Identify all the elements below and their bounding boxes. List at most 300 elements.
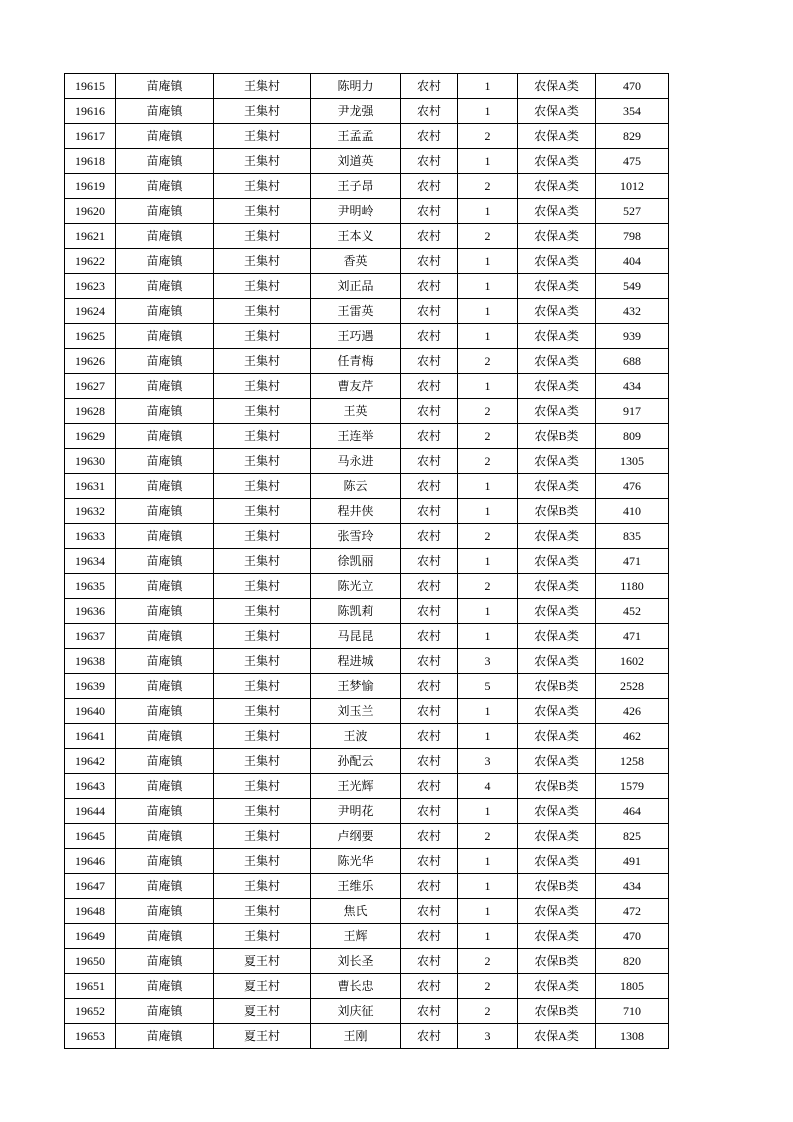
cell-residence-type: 农村 [401, 124, 458, 149]
cell-residence-type: 农村 [401, 624, 458, 649]
cell-town: 苗庵镇 [116, 474, 214, 499]
cell-town: 苗庵镇 [116, 949, 214, 974]
cell-amount: 1579 [596, 774, 669, 799]
cell-person-name: 王连举 [311, 424, 401, 449]
table-row [65, 274, 669, 299]
cell-town: 苗庵镇 [116, 449, 214, 474]
cell-residence-type: 农村 [401, 599, 458, 624]
table-row [65, 299, 669, 324]
cell-town: 苗庵镇 [116, 724, 214, 749]
cell-residence-type: 农村 [401, 99, 458, 124]
cell-residence-type: 农村 [401, 474, 458, 499]
cell-amount: 1308 [596, 1024, 669, 1049]
cell-person-name: 张雪玲 [311, 524, 401, 549]
cell-amount: 835 [596, 524, 669, 549]
cell-amount: 410 [596, 499, 669, 524]
cell-amount: 354 [596, 99, 669, 124]
cell-village: 王集村 [214, 899, 311, 924]
table-row [65, 99, 669, 124]
cell-household-count: 1 [458, 74, 518, 99]
cell-residence-type: 农村 [401, 974, 458, 999]
cell-insurance-category: 农保A类 [518, 899, 596, 924]
table-row [65, 949, 669, 974]
table-row [65, 424, 669, 449]
cell-person-name: 程进城 [311, 649, 401, 674]
cell-record-id: 19622 [65, 249, 116, 274]
cell-village: 王集村 [214, 649, 311, 674]
cell-amount: 472 [596, 899, 669, 924]
cell-residence-type: 农村 [401, 499, 458, 524]
cell-town: 苗庵镇 [116, 649, 214, 674]
cell-amount: 1305 [596, 449, 669, 474]
cell-insurance-category: 农保A类 [518, 849, 596, 874]
cell-record-id: 19640 [65, 699, 116, 724]
cell-record-id: 19623 [65, 274, 116, 299]
cell-record-id: 19624 [65, 299, 116, 324]
cell-residence-type: 农村 [401, 199, 458, 224]
cell-amount: 432 [596, 299, 669, 324]
cell-insurance-category: 农保A类 [518, 799, 596, 824]
cell-record-id: 19649 [65, 924, 116, 949]
cell-household-count: 2 [458, 349, 518, 374]
table-row [65, 399, 669, 424]
table-row [65, 549, 669, 574]
cell-person-name: 王孟孟 [311, 124, 401, 149]
cell-amount: 434 [596, 874, 669, 899]
cell-amount: 939 [596, 324, 669, 349]
cell-record-id: 19652 [65, 999, 116, 1024]
cell-residence-type: 农村 [401, 774, 458, 799]
cell-residence-type: 农村 [401, 549, 458, 574]
table-row [65, 174, 669, 199]
cell-town: 苗庵镇 [116, 524, 214, 549]
cell-village: 王集村 [214, 474, 311, 499]
cell-village: 王集村 [214, 449, 311, 474]
cell-insurance-category: 农保A类 [518, 974, 596, 999]
cell-insurance-category: 农保A类 [518, 374, 596, 399]
cell-village: 王集村 [214, 74, 311, 99]
cell-amount: 1012 [596, 174, 669, 199]
cell-person-name: 任青梅 [311, 349, 401, 374]
cell-insurance-category: 农保B类 [518, 499, 596, 524]
cell-household-count: 1 [458, 324, 518, 349]
cell-household-count: 1 [458, 699, 518, 724]
cell-person-name: 刘玉兰 [311, 699, 401, 724]
cell-person-name: 王波 [311, 724, 401, 749]
cell-residence-type: 农村 [401, 274, 458, 299]
cell-household-count: 1 [458, 549, 518, 574]
cell-record-id: 19627 [65, 374, 116, 399]
cell-residence-type: 农村 [401, 849, 458, 874]
cell-village: 夏王村 [214, 1024, 311, 1049]
cell-person-name: 孙配云 [311, 749, 401, 774]
cell-household-count: 2 [458, 974, 518, 999]
cell-person-name: 徐凯丽 [311, 549, 401, 574]
cell-household-count: 3 [458, 749, 518, 774]
cell-village: 王集村 [214, 699, 311, 724]
cell-town: 苗庵镇 [116, 849, 214, 874]
cell-village: 王集村 [214, 499, 311, 524]
cell-person-name: 王英 [311, 399, 401, 424]
table-row [65, 699, 669, 724]
table-row [65, 874, 669, 899]
cell-insurance-category: 农保A类 [518, 249, 596, 274]
cell-town: 苗庵镇 [116, 324, 214, 349]
cell-record-id: 19638 [65, 649, 116, 674]
cell-amount: 471 [596, 624, 669, 649]
cell-insurance-category: 农保A类 [518, 149, 596, 174]
cell-residence-type: 农村 [401, 524, 458, 549]
cell-insurance-category: 农保A类 [518, 74, 596, 99]
cell-insurance-category: 农保A类 [518, 224, 596, 249]
cell-record-id: 19637 [65, 624, 116, 649]
cell-residence-type: 农村 [401, 224, 458, 249]
cell-amount: 710 [596, 999, 669, 1024]
cell-record-id: 19631 [65, 474, 116, 499]
cell-amount: 471 [596, 549, 669, 574]
cell-town: 苗庵镇 [116, 799, 214, 824]
cell-residence-type: 农村 [401, 724, 458, 749]
cell-amount: 470 [596, 924, 669, 949]
cell-household-count: 1 [458, 724, 518, 749]
cell-person-name: 刘正品 [311, 274, 401, 299]
cell-town: 苗庵镇 [116, 174, 214, 199]
cell-amount: 426 [596, 699, 669, 724]
cell-village: 王集村 [214, 874, 311, 899]
cell-insurance-category: 农保A类 [518, 349, 596, 374]
cell-person-name: 王巧遇 [311, 324, 401, 349]
cell-household-count: 2 [458, 449, 518, 474]
cell-household-count: 2 [458, 174, 518, 199]
cell-town: 苗庵镇 [116, 74, 214, 99]
table-row [65, 624, 669, 649]
cell-town: 苗庵镇 [116, 749, 214, 774]
cell-amount: 809 [596, 424, 669, 449]
cell-residence-type: 农村 [401, 999, 458, 1024]
cell-residence-type: 农村 [401, 924, 458, 949]
cell-record-id: 19626 [65, 349, 116, 374]
cell-record-id: 19617 [65, 124, 116, 149]
cell-amount: 470 [596, 74, 669, 99]
cell-record-id: 19618 [65, 149, 116, 174]
records-table [64, 73, 669, 1049]
cell-household-count: 5 [458, 674, 518, 699]
cell-town: 苗庵镇 [116, 274, 214, 299]
cell-person-name: 王刚 [311, 1024, 401, 1049]
cell-record-id: 19633 [65, 524, 116, 549]
table-row [65, 774, 669, 799]
cell-insurance-category: 农保A类 [518, 924, 596, 949]
cell-household-count: 3 [458, 649, 518, 674]
cell-village: 王集村 [214, 549, 311, 574]
cell-record-id: 19621 [65, 224, 116, 249]
table-row [65, 124, 669, 149]
cell-amount: 404 [596, 249, 669, 274]
cell-person-name: 马昆昆 [311, 624, 401, 649]
cell-record-id: 19647 [65, 874, 116, 899]
cell-residence-type: 农村 [401, 1024, 458, 1049]
cell-residence-type: 农村 [401, 299, 458, 324]
cell-village: 王集村 [214, 99, 311, 124]
cell-residence-type: 农村 [401, 349, 458, 374]
cell-village: 王集村 [214, 149, 311, 174]
cell-amount: 1602 [596, 649, 669, 674]
cell-record-id: 19634 [65, 549, 116, 574]
cell-insurance-category: 农保A类 [518, 649, 596, 674]
cell-record-id: 19641 [65, 724, 116, 749]
cell-town: 苗庵镇 [116, 674, 214, 699]
cell-insurance-category: 农保A类 [518, 1024, 596, 1049]
cell-insurance-category: 农保A类 [518, 524, 596, 549]
table-row [65, 224, 669, 249]
cell-village: 王集村 [214, 824, 311, 849]
cell-amount: 462 [596, 724, 669, 749]
cell-person-name: 陈光立 [311, 574, 401, 599]
cell-household-count: 2 [458, 524, 518, 549]
table-row [65, 974, 669, 999]
cell-town: 苗庵镇 [116, 149, 214, 174]
cell-person-name: 尹明岭 [311, 199, 401, 224]
cell-residence-type: 农村 [401, 649, 458, 674]
cell-village: 王集村 [214, 849, 311, 874]
cell-household-count: 1 [458, 599, 518, 624]
cell-village: 王集村 [214, 274, 311, 299]
cell-record-id: 19636 [65, 599, 116, 624]
cell-residence-type: 农村 [401, 899, 458, 924]
cell-household-count: 1 [458, 374, 518, 399]
cell-town: 苗庵镇 [116, 924, 214, 949]
cell-person-name: 陈光华 [311, 849, 401, 874]
cell-amount: 491 [596, 849, 669, 874]
cell-amount: 475 [596, 149, 669, 174]
cell-household-count: 2 [458, 824, 518, 849]
cell-household-count: 1 [458, 874, 518, 899]
cell-residence-type: 农村 [401, 249, 458, 274]
cell-amount: 527 [596, 199, 669, 224]
cell-residence-type: 农村 [401, 799, 458, 824]
cell-record-id: 19648 [65, 899, 116, 924]
cell-household-count: 2 [458, 224, 518, 249]
cell-town: 苗庵镇 [116, 874, 214, 899]
cell-insurance-category: 农保A类 [518, 299, 596, 324]
table-row [65, 574, 669, 599]
cell-record-id: 19628 [65, 399, 116, 424]
cell-village: 夏王村 [214, 999, 311, 1024]
table-row [65, 674, 669, 699]
cell-town: 苗庵镇 [116, 424, 214, 449]
cell-person-name: 香英 [311, 249, 401, 274]
cell-household-count: 1 [458, 149, 518, 174]
cell-village: 王集村 [214, 424, 311, 449]
cell-record-id: 19643 [65, 774, 116, 799]
cell-village: 王集村 [214, 724, 311, 749]
cell-household-count: 2 [458, 574, 518, 599]
cell-village: 王集村 [214, 324, 311, 349]
cell-insurance-category: 农保A类 [518, 724, 596, 749]
cell-town: 苗庵镇 [116, 374, 214, 399]
cell-insurance-category: 农保A类 [518, 599, 596, 624]
cell-record-id: 19642 [65, 749, 116, 774]
table-row [65, 899, 669, 924]
cell-record-id: 19629 [65, 424, 116, 449]
cell-town: 苗庵镇 [116, 1024, 214, 1049]
cell-amount: 917 [596, 399, 669, 424]
cell-village: 夏王村 [214, 949, 311, 974]
cell-amount: 464 [596, 799, 669, 824]
cell-person-name: 王子昂 [311, 174, 401, 199]
cell-insurance-category: 农保A类 [518, 624, 596, 649]
cell-record-id: 19630 [65, 449, 116, 474]
cell-residence-type: 农村 [401, 399, 458, 424]
cell-insurance-category: 农保A类 [518, 549, 596, 574]
table-row [65, 349, 669, 374]
cell-residence-type: 农村 [401, 949, 458, 974]
cell-town: 苗庵镇 [116, 199, 214, 224]
cell-residence-type: 农村 [401, 374, 458, 399]
cell-village: 王集村 [214, 374, 311, 399]
cell-town: 苗庵镇 [116, 974, 214, 999]
cell-household-count: 1 [458, 499, 518, 524]
cell-residence-type: 农村 [401, 874, 458, 899]
cell-village: 王集村 [214, 774, 311, 799]
cell-town: 苗庵镇 [116, 549, 214, 574]
cell-person-name: 王本义 [311, 224, 401, 249]
cell-insurance-category: 农保A类 [518, 199, 596, 224]
cell-village: 王集村 [214, 599, 311, 624]
cell-record-id: 19651 [65, 974, 116, 999]
table-row [65, 374, 669, 399]
cell-town: 苗庵镇 [116, 599, 214, 624]
cell-amount: 549 [596, 274, 669, 299]
cell-insurance-category: 农保A类 [518, 449, 596, 474]
records-table-body [65, 74, 669, 1049]
cell-household-count: 1 [458, 99, 518, 124]
cell-residence-type: 农村 [401, 174, 458, 199]
cell-amount: 798 [596, 224, 669, 249]
cell-village: 王集村 [214, 674, 311, 699]
cell-village: 王集村 [214, 399, 311, 424]
cell-record-id: 19644 [65, 799, 116, 824]
cell-insurance-category: 农保A类 [518, 324, 596, 349]
cell-residence-type: 农村 [401, 574, 458, 599]
table-row [65, 799, 669, 824]
cell-person-name: 陈云 [311, 474, 401, 499]
cell-person-name: 王光辉 [311, 774, 401, 799]
cell-person-name: 刘道英 [311, 149, 401, 174]
cell-person-name: 王梦愉 [311, 674, 401, 699]
cell-town: 苗庵镇 [116, 899, 214, 924]
cell-amount: 825 [596, 824, 669, 849]
cell-record-id: 19645 [65, 824, 116, 849]
cell-person-name: 王雷英 [311, 299, 401, 324]
cell-village: 王集村 [214, 224, 311, 249]
cell-town: 苗庵镇 [116, 349, 214, 374]
cell-village: 王集村 [214, 349, 311, 374]
cell-insurance-category: 农保A类 [518, 824, 596, 849]
cell-household-count: 1 [458, 624, 518, 649]
cell-person-name: 曹友芹 [311, 374, 401, 399]
table-row [65, 149, 669, 174]
cell-amount: 476 [596, 474, 669, 499]
cell-record-id: 19646 [65, 849, 116, 874]
cell-person-name: 尹龙强 [311, 99, 401, 124]
cell-record-id: 19639 [65, 674, 116, 699]
cell-residence-type: 农村 [401, 149, 458, 174]
table-row [65, 599, 669, 624]
cell-insurance-category: 农保B类 [518, 874, 596, 899]
cell-village: 王集村 [214, 574, 311, 599]
cell-town: 苗庵镇 [116, 399, 214, 424]
cell-insurance-category: 农保A类 [518, 474, 596, 499]
cell-household-count: 1 [458, 899, 518, 924]
cell-household-count: 1 [458, 199, 518, 224]
table-row [65, 649, 669, 674]
table-row [65, 474, 669, 499]
cell-town: 苗庵镇 [116, 249, 214, 274]
cell-insurance-category: 农保B类 [518, 424, 596, 449]
cell-town: 苗庵镇 [116, 774, 214, 799]
cell-person-name: 陈明力 [311, 74, 401, 99]
cell-village: 王集村 [214, 124, 311, 149]
cell-person-name: 卢纲要 [311, 824, 401, 849]
cell-person-name: 陈凯莉 [311, 599, 401, 624]
table-row [65, 524, 669, 549]
cell-town: 苗庵镇 [116, 624, 214, 649]
cell-residence-type: 农村 [401, 324, 458, 349]
cell-town: 苗庵镇 [116, 699, 214, 724]
table-row [65, 999, 669, 1024]
cell-amount: 1258 [596, 749, 669, 774]
table-row [65, 449, 669, 474]
cell-village: 王集村 [214, 524, 311, 549]
cell-insurance-category: 农保A类 [518, 399, 596, 424]
cell-town: 苗庵镇 [116, 574, 214, 599]
cell-household-count: 3 [458, 1024, 518, 1049]
cell-insurance-category: 农保A类 [518, 99, 596, 124]
cell-residence-type: 农村 [401, 699, 458, 724]
cell-household-count: 1 [458, 799, 518, 824]
cell-insurance-category: 农保A类 [518, 574, 596, 599]
cell-person-name: 程井侠 [311, 499, 401, 524]
cell-household-count: 1 [458, 924, 518, 949]
cell-town: 苗庵镇 [116, 824, 214, 849]
cell-household-count: 2 [458, 399, 518, 424]
table-row [65, 824, 669, 849]
cell-town: 苗庵镇 [116, 299, 214, 324]
cell-amount: 688 [596, 349, 669, 374]
cell-household-count: 1 [458, 249, 518, 274]
cell-insurance-category: 农保A类 [518, 124, 596, 149]
cell-amount: 820 [596, 949, 669, 974]
cell-residence-type: 农村 [401, 449, 458, 474]
cell-insurance-category: 农保A类 [518, 174, 596, 199]
cell-record-id: 19616 [65, 99, 116, 124]
cell-person-name: 刘长圣 [311, 949, 401, 974]
cell-town: 苗庵镇 [116, 224, 214, 249]
cell-household-count: 4 [458, 774, 518, 799]
cell-town: 苗庵镇 [116, 499, 214, 524]
cell-insurance-category: 农保B类 [518, 774, 596, 799]
cell-record-id: 19619 [65, 174, 116, 199]
table-row [65, 924, 669, 949]
table-row [65, 749, 669, 774]
cell-village: 王集村 [214, 174, 311, 199]
cell-household-count: 2 [458, 999, 518, 1024]
cell-village: 王集村 [214, 624, 311, 649]
cell-person-name: 王维乐 [311, 874, 401, 899]
cell-record-id: 19650 [65, 949, 116, 974]
table-row [65, 849, 669, 874]
